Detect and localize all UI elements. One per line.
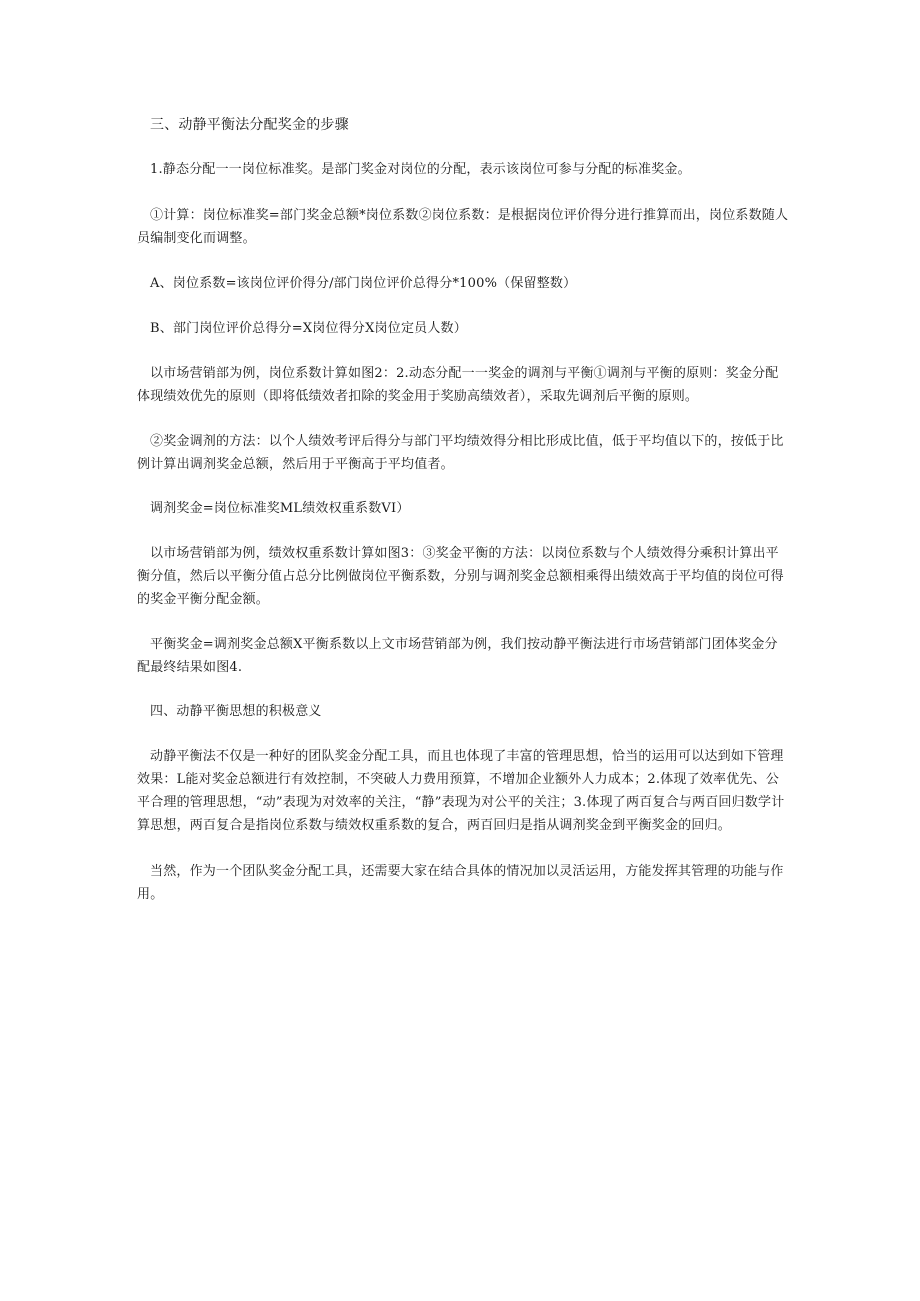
paragraph-static-allocation: 1.静态分配一一岗位标准奖。是部门奖金对岗位的分配，表示该岗位可参与分配的标准奖金。 [150,162,691,177]
paragraph-balance-method: 以市场营销部为例，绩效权重系数计算如图3：③奖金平衡的方法：以岗位系数与个人绩效得分乘积计算出平衡分值，然后以平衡分值占总分比例做岗位平衡系数，分别与调剂奖金总额相乘得出绩效高于平均值的岗位可得的奖金平衡分配金额。 [137,546,784,607]
paragraph-formula-a: A、岗位系数=该岗位评价得分/部门岗位评价总得分*100%（保留整数） [150,276,577,291]
paragraph-conclusion: 当然，作为一个团队奖金分配工具，还需要大家在结合具体的情况加以灵活运用，方能发挥其管理的功能与作用。 [137,864,784,902]
paragraph-adjustment-method: ②奖金调剂的方法：以个人绩效考评后得分与部门平均绩效得分相比形成比值，低于平均值以下的，按低于比例计算出调剂奖金总额，然后用于平衡高于平均值者。 [137,434,784,472]
paragraph-calculation: ①计算：岗位标准奖=部门奖金总额*岗位系数②岗位系数：是根据岗位评价得分进行推算而出，岗位系数随人员编制变化而调整。 [137,208,789,246]
section-heading-three: 三、动静平衡法分配奖金的步骤 [150,117,349,133]
paragraph-significance: 动静平衡法不仅是一种好的团队奖金分配工具，而且也体现了丰富的管理思想，恰当的运用可以达到如下管理效果：L能对奖金总额进行有效控制，不突破人力费用预算，不增加企业额外人力成本；2.体现了效率优先、公平合理的管理思想，“动”表现为对效率的关注，“静”表现为对公平的关注；3.体现了两百复合与两百回归数学计算思想，两百复合是指岗位系数与绩效权重系数的复合，两百回归是指从调剂奖金到平衡奖金的回归。 [137,749,785,833]
paragraph-formula-b: B、部门岗位评价总得分=X岗位得分X岗位定员人数） [150,321,467,336]
section-heading-four: 四、动静平衡思想的积极意义 [150,704,322,719]
paragraph-adjustment-formula: 调剂奖金=岗位标准奖ML绩效权重系数VI） [150,501,410,516]
paragraph-dynamic-allocation: 以市场营销部为例，岗位系数计算如图2：2.动态分配一一奖金的调剂与平衡①调剂与平衡的原则：奖金分配体现绩效优先的原则（即将低绩效者扣除的奖金用于奖励高绩效者），采取先调剂后平衡的原则。 [137,366,779,404]
paragraph-balance-formula: 平衡奖金=调剂奖金总额X平衡系数以上文市场营销部为例，我们按动静平衡法进行市场营销部门团体奖金分配最终结果如图4. [137,637,778,675]
